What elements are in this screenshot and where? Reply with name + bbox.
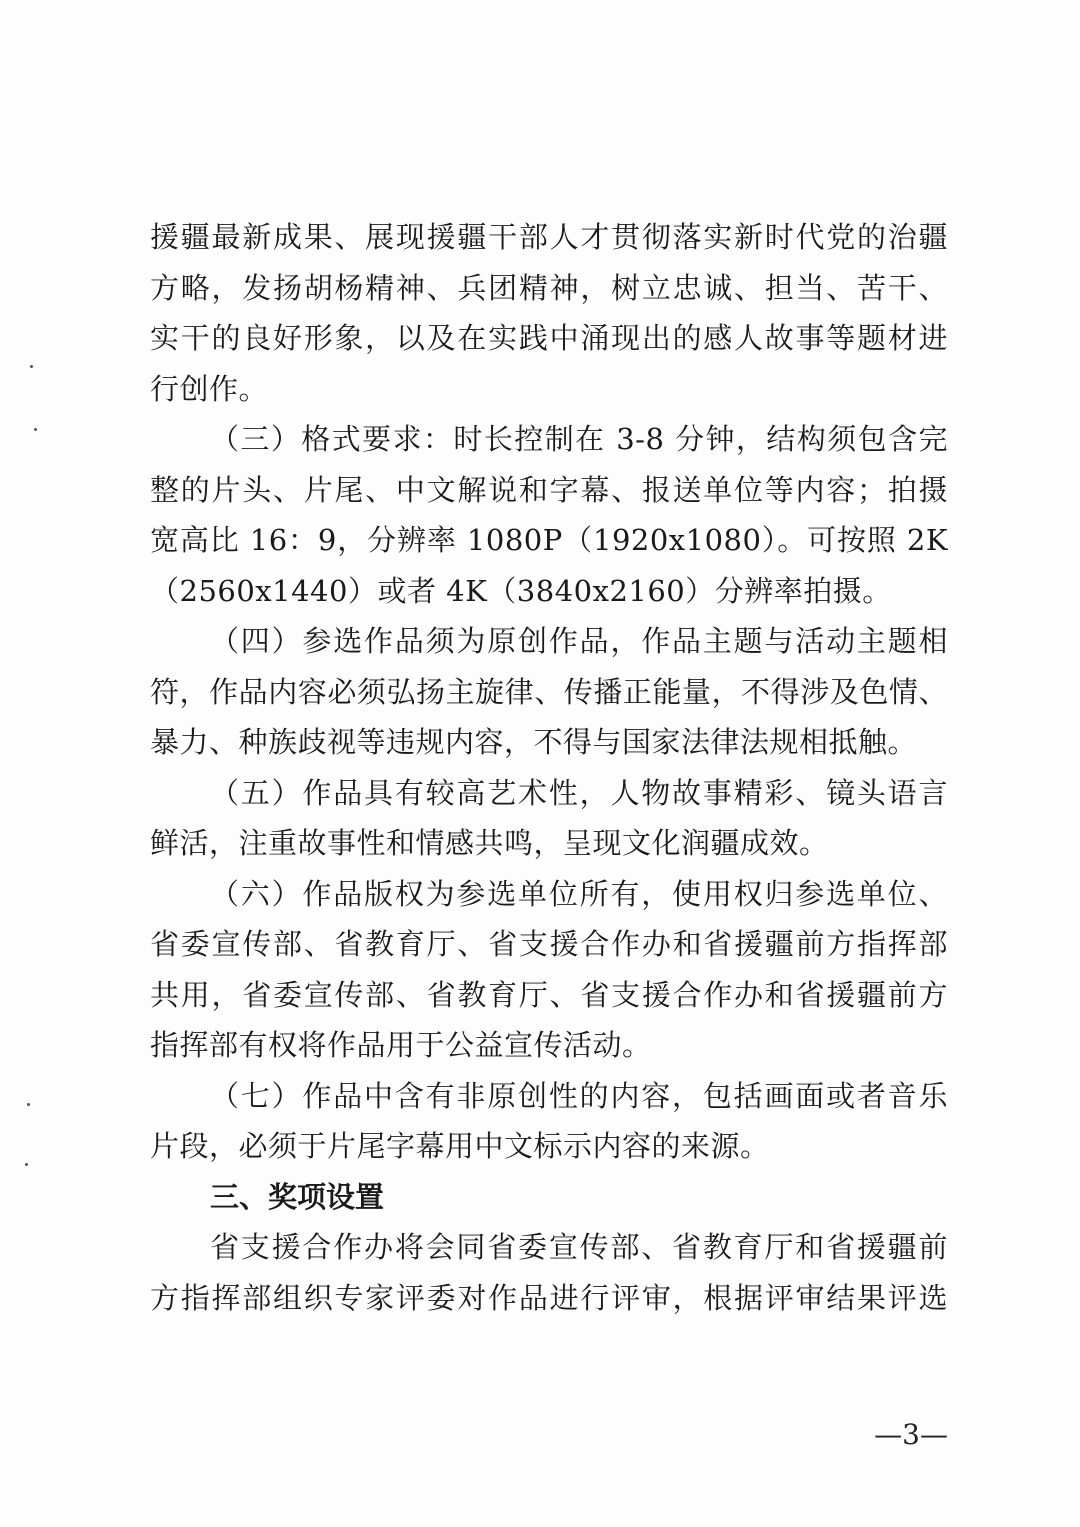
body-line: 鲜活，注重故事性和情感共鸣，呈现文化润疆成效。 — [150, 826, 829, 860]
body-line: 省支援合作办将会同省委宣传部、省教育厅和省援疆前 — [210, 1230, 948, 1264]
body-line: （四）参选作品须为原创作品，作品主题与活动主题相 — [210, 624, 948, 658]
scan-speck — [34, 428, 37, 431]
body-line: （六）作品版权为参选单位所有，使用权归参选单位、 — [210, 876, 948, 911]
body-line: 暴力、种族歧视等违规内容，不得与国家法律法规相抵触。 — [150, 725, 918, 759]
body-line: 整的片头、片尾、中文解说和字幕、报送单位等内容；拍摄 — [150, 472, 948, 507]
body-line: （2560x1440）或者 4K（3840x2160）分辨率拍摄。 — [150, 573, 892, 608]
body-line: 省委宣传部、省教育厅、省支援合作办和省援疆前方指挥部 — [150, 927, 948, 961]
body-line: 援疆最新成果、展现援疆干部人才贯彻落实新时代党的治疆 — [150, 220, 948, 254]
page-number: —3— — [874, 1418, 948, 1451]
document-body — [150, 212, 948, 1323]
scan-speck — [25, 1163, 28, 1166]
body-line: （三）格式要求：时长控制在 3-8 分钟，结构须包含完 — [210, 422, 948, 456]
scan-speck — [27, 1103, 30, 1106]
body-line: 方略，发扬胡杨精神、兵团精神，树立忠诚、担当、苦干、 — [150, 270, 948, 305]
body-line: 宽高比 16：9，分辨率 1080P（1920x1080）。可按照 2K — [150, 523, 948, 557]
body-line: （五）作品具有较高艺术性，人物故事精彩、镜头语言 — [210, 775, 948, 810]
body-line: （七）作品中含有非原创性的内容，包括画面或者音乐 — [210, 1078, 948, 1113]
body-line: 行创作。 — [150, 371, 269, 406]
body-line: 共用，省委宣传部、省教育厅、省支援合作办和省援疆前方 — [150, 977, 948, 1012]
body-line: 片段，必须于片尾字幕用中文标示内容的来源。 — [150, 1129, 770, 1163]
scan-speck — [30, 365, 33, 368]
body-line: 指挥部有权将作品用于公益宣传活动。 — [150, 1028, 652, 1062]
body-line: 实干的良好形象，以及在实践中涌现出的感人故事等题材进 — [150, 321, 948, 355]
section-heading: 三、奖项设置 — [210, 1179, 385, 1214]
body-line: 符，作品内容必须弘扬主旋律、传播正能量，不得涉及色情、 — [150, 674, 948, 709]
body-line: 方指挥部组织专家评委对作品进行评审，根据评审结果评选 — [150, 1280, 948, 1315]
